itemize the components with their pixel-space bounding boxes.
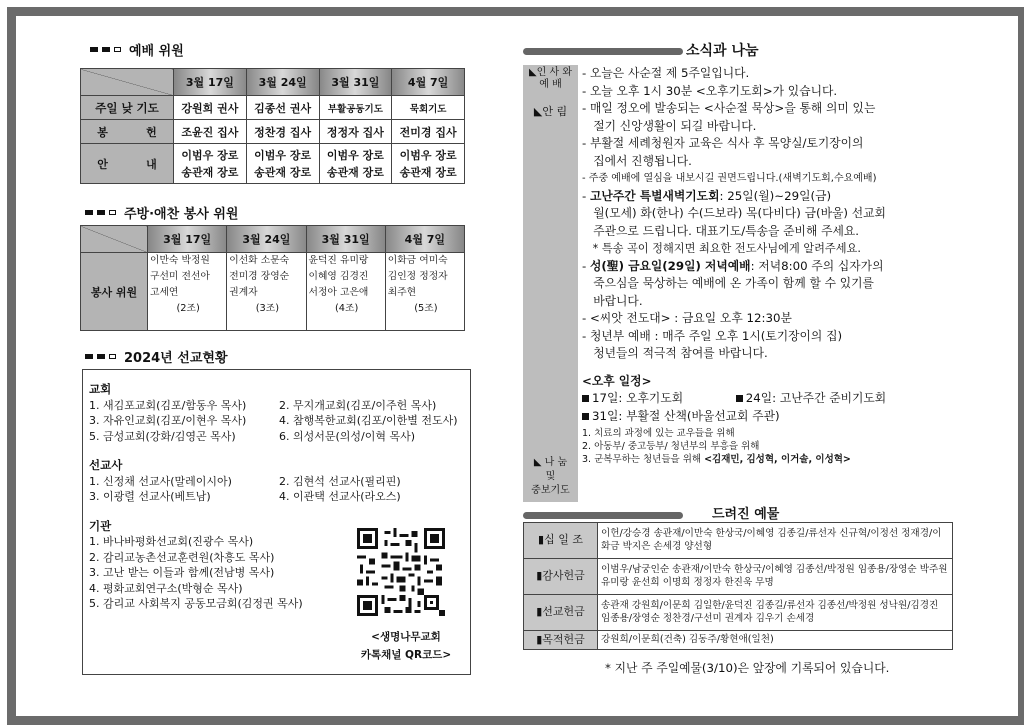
goodfriday-time: : 저녁8:00 주의 십자가의 xyxy=(750,258,884,273)
news-line: - <씨앗 전도대> : 금요일 오후 12:30분 xyxy=(582,311,792,325)
table-cell: 부활공동기도 xyxy=(319,96,392,120)
table-corner-cell xyxy=(81,226,148,253)
church-item: 1. 새김포교회(김포/함동우 목사) xyxy=(89,398,247,412)
org-item: 2. 감리교농촌선교훈련원(차흥도 목사) xyxy=(89,550,275,564)
offering-label: ▮십 일 조 xyxy=(524,523,598,559)
table-cell: 조윤진 집사 xyxy=(174,120,247,144)
table-corner-cell xyxy=(81,69,174,96)
square-bullet-icon xyxy=(582,395,589,402)
section-bar xyxy=(523,512,683,519)
date-header: 4월 7일 xyxy=(385,226,464,253)
name-line: 구선미 전선아 xyxy=(150,271,210,282)
news-line: - 주중 예배에 열심을 내보시길 권면드립니다.(새벽기도회,수요예배) xyxy=(582,173,877,184)
org-item: 4. 평화교회연구소(박형순 목사) xyxy=(89,581,243,595)
offering-label: ▮감사헌금 xyxy=(524,559,598,595)
schedule-line xyxy=(582,408,962,426)
missionary-item: 2. 김현석 선교사(필리핀) xyxy=(279,474,401,488)
offering-names: 이헌/강승경 송관재/이만숙 한상국/이혜영 김종길/류선자 신규혁/이정선 정재경/이화금 박지은 손세경 양선형 xyxy=(598,523,953,559)
prayer-names: <김재민, 김성혁, 이거솔, 이성혁> xyxy=(704,454,851,465)
name-line: 전미경 장영순 xyxy=(229,271,290,282)
qr-caption xyxy=(350,628,462,664)
date-header: 3월 31일 xyxy=(306,226,385,253)
worship-section-title xyxy=(90,40,184,59)
prayer-line xyxy=(582,453,962,466)
table-cell xyxy=(227,253,306,331)
schedule-item: 24일: 고난주간 준비기도회 xyxy=(745,391,887,405)
qr-caption-line: 카톡채널 QR코드> xyxy=(360,649,452,661)
group-label: (4조) xyxy=(334,303,359,314)
square-bullet-icon xyxy=(97,354,105,359)
kitchen-section-title xyxy=(85,203,238,222)
group-label: (3조) xyxy=(255,303,280,314)
prayer-label: ◣ 나 눔 및 중보기도 xyxy=(531,457,570,496)
kitchen-title: 주방·애찬 봉사 위원 xyxy=(124,207,239,222)
table-cell xyxy=(148,253,227,331)
prayer-line-text: 3. 군복무하는 청년들을 위해 xyxy=(582,454,705,465)
table-cell: 강원희 권사 xyxy=(174,96,247,120)
mission-section-title xyxy=(85,347,228,366)
name-line: 고세연 xyxy=(150,287,179,298)
schedule-item: 17일: 오후기도회 xyxy=(592,391,684,405)
square-outline-icon xyxy=(109,210,116,215)
news-line: 주관으로 드립니다. 대표기도/특송을 준비해 주세요. xyxy=(582,223,860,238)
missionaries-heading: 선교사 xyxy=(89,458,123,472)
schedule-line xyxy=(582,390,962,408)
table-cell: 이범우 장로 송관재 장로 xyxy=(246,144,319,184)
name-line: 윤덕진 유미랑 xyxy=(308,255,369,266)
greeting-label: ◣인 사 와 예 배 xyxy=(528,67,573,90)
worship-table xyxy=(80,68,465,184)
kitchen-table xyxy=(80,225,465,331)
prayer-line: 2. 아동부/ 중고등부/ 청년부의 부흥을 위해 xyxy=(582,441,760,452)
table-cell: 이범우 장로 송관재 장로 xyxy=(392,144,465,184)
missionary-item: 3. 이광렬 선교사(베트남) xyxy=(89,490,211,503)
prayer-line: 1. 치료의 과정에 있는 교우들을 위해 xyxy=(582,428,735,439)
date-header: 3월 17일 xyxy=(174,69,247,96)
church-item: 5. 금성교회(강화/김영곤 목사) xyxy=(89,429,236,443)
church-item: 4. 참행복한교회(김포/이한별 전도사) xyxy=(279,414,458,427)
row-label: 봉 헌 xyxy=(81,120,174,144)
news-line: - 고난주간 특별새벽기도회: 25일(월)~29일(금) xyxy=(582,188,832,203)
name-line: 최주현 xyxy=(387,287,417,298)
table-cell: 이범우 장로 송관재 장로 xyxy=(319,144,392,184)
table-cell: 묵회기도 xyxy=(392,96,465,120)
passion-title: 고난주간 특별새벽기도회 xyxy=(590,188,720,203)
date-header: 3월 17일 xyxy=(148,226,227,253)
row-label: 봉사 위원 xyxy=(81,253,148,331)
church-item: 2. 무지개교회(김포/이주헌 목사) xyxy=(279,398,437,412)
group-label: (2조) xyxy=(176,303,200,314)
name-line: 이화금 여미숙 xyxy=(387,255,448,266)
news-line: - 오늘 오후 1시 30분 <오후기도회>가 있습니다. xyxy=(582,83,838,98)
date-header: 4월 7일 xyxy=(392,69,465,96)
news-line: 청년들의 적극적 참여를 바랍니다. xyxy=(582,346,768,360)
org-item: 5. 감리교 사회복지 공동모금회(김정권 목사) xyxy=(89,597,303,610)
news-line: - 청년부 예배 : 매주 주일 오후 1시(토기장이의 집) xyxy=(582,328,843,343)
square-outline-icon xyxy=(114,47,121,52)
offering-label: ▮선교헌금 xyxy=(524,595,598,631)
offering-names: 송관재 강원희/이문희 김일한/윤덕진 김종길/류선자 김종선/박정원 성낙원/김경진 임종용/장영순 정찬경/구선미 권계자 김우기 손세경 xyxy=(598,595,953,631)
offering-names: 강원희/이문희(건축) 김동주/황현애(일천) xyxy=(598,631,953,650)
offering-label: ▮목적헌금 xyxy=(524,631,598,650)
date-header: 3월 31일 xyxy=(319,69,392,96)
date-header: 3월 24일 xyxy=(246,69,319,96)
news-line: 절기 신앙생활이 되길 바랍니다. xyxy=(582,118,757,133)
org-item: 1. 바나바평화선교회(진광수 목사) xyxy=(89,535,254,548)
news-line: * 특송 곡이 정해지면 최요한 전도사님에게 알려주세요. xyxy=(582,242,861,255)
footnote: * 지난 주 주일예물(3/10)은 앞장에 기록되어 있습니다. xyxy=(605,661,890,675)
square-bullet-icon xyxy=(736,395,743,402)
group-label: (5조) xyxy=(414,303,438,314)
name-line: 이만숙 박정원 xyxy=(150,255,210,266)
square-bullet-icon xyxy=(85,210,93,215)
news-sidebar xyxy=(523,65,578,502)
church-item: 3. 자유인교회(김포/이현우 목사) xyxy=(89,414,247,427)
square-bullet-icon xyxy=(582,413,589,420)
offering-title: 드려진 예물 xyxy=(712,507,780,522)
qr-caption-line: <생명나무교회 xyxy=(371,631,441,643)
mission-title: 2024년 선교현황 xyxy=(124,351,228,366)
news-line: 바랍니다. xyxy=(582,293,643,308)
church-item: 6. 의성서문(의성/이혁 목사) xyxy=(279,429,416,443)
qr-code-icon xyxy=(357,528,445,616)
missionary-item: 1. 신정채 선교사(말레이시아) xyxy=(89,474,232,488)
orgs-heading: 기관 xyxy=(89,518,112,533)
schedule-item: 31일: 부활절 산책(바울선교회 주관) xyxy=(592,408,780,423)
news-line: 집에서 진행됩니다. xyxy=(582,153,692,168)
offering-names: 이범우/남궁인순 송관재/이만숙 한상국/이혜영 김종선/박정원 임종용/장영순 박주원 유미랑 윤선희 이명희 정정자 한진욱 무명 xyxy=(598,559,953,595)
news-title: 소식과 나눔 xyxy=(686,43,759,59)
square-bullet-icon xyxy=(90,47,98,52)
news-line: 죽으심을 묵상하는 예배에 온 가족이 함께 할 수 있기를 xyxy=(582,276,874,290)
row-label: 주일 낮 기도 xyxy=(81,96,174,120)
churches-heading: 교회 xyxy=(89,382,112,396)
row-label: 안 내 xyxy=(81,144,174,184)
news-line: - 부활절 세례청원자 교육은 식사 후 목양실/토기장이의 xyxy=(582,136,864,150)
table-cell: 전미경 집사 xyxy=(392,120,465,144)
name-line: 권계자 xyxy=(229,287,258,298)
news-content xyxy=(582,65,962,466)
name-line: 서정아 고은애 xyxy=(308,287,369,298)
news-line: 월(모세) 화(한나) 수(드보라) 목(다비다) 금(바울) 선교회 xyxy=(582,206,886,220)
missionary-item: 4. 이관택 선교사(라오스) xyxy=(279,490,401,503)
square-bullet-icon xyxy=(102,47,110,52)
news-line: - 성(聖) 금요일(29일) 저녁예배: 저녁8:00 주의 십자가의 xyxy=(582,258,884,273)
notice-label: ◣안 림 xyxy=(533,105,568,118)
news-line: - 매일 정오에 발송되는 <사순절 묵상>을 통해 의미 있는 xyxy=(582,101,876,115)
offering-table xyxy=(523,522,953,650)
table-cell: 정찬경 집사 xyxy=(246,120,319,144)
news-line: - 오늘은 사순절 제 5주일입니다. xyxy=(582,66,750,80)
section-bar xyxy=(523,48,683,55)
square-outline-icon xyxy=(109,354,116,359)
org-item: 3. 고난 받는 이들과 함께(전남병 목사) xyxy=(89,566,275,579)
table-cell xyxy=(306,253,385,331)
name-line: 김인정 정정자 xyxy=(387,271,448,282)
table-cell xyxy=(385,253,464,331)
table-cell: 정정자 집사 xyxy=(319,120,392,144)
name-line: 이혜영 김경진 xyxy=(308,271,369,282)
schedule-title: <오후 일정> xyxy=(582,373,652,388)
passion-dates: : 25일(월)~29일(금) xyxy=(719,188,832,203)
table-cell: 이범우 장로 송관재 장로 xyxy=(174,144,247,184)
worship-title: 예배 위원 xyxy=(129,44,184,59)
table-cell: 김종선 권사 xyxy=(246,96,319,120)
name-line: 이선화 소문숙 xyxy=(229,255,290,266)
goodfriday-title: 성(聖) 금요일(29일) 저녁예배 xyxy=(590,258,751,273)
square-bullet-icon xyxy=(85,354,93,359)
square-bullet-icon xyxy=(97,210,105,215)
date-header: 3월 24일 xyxy=(227,226,306,253)
